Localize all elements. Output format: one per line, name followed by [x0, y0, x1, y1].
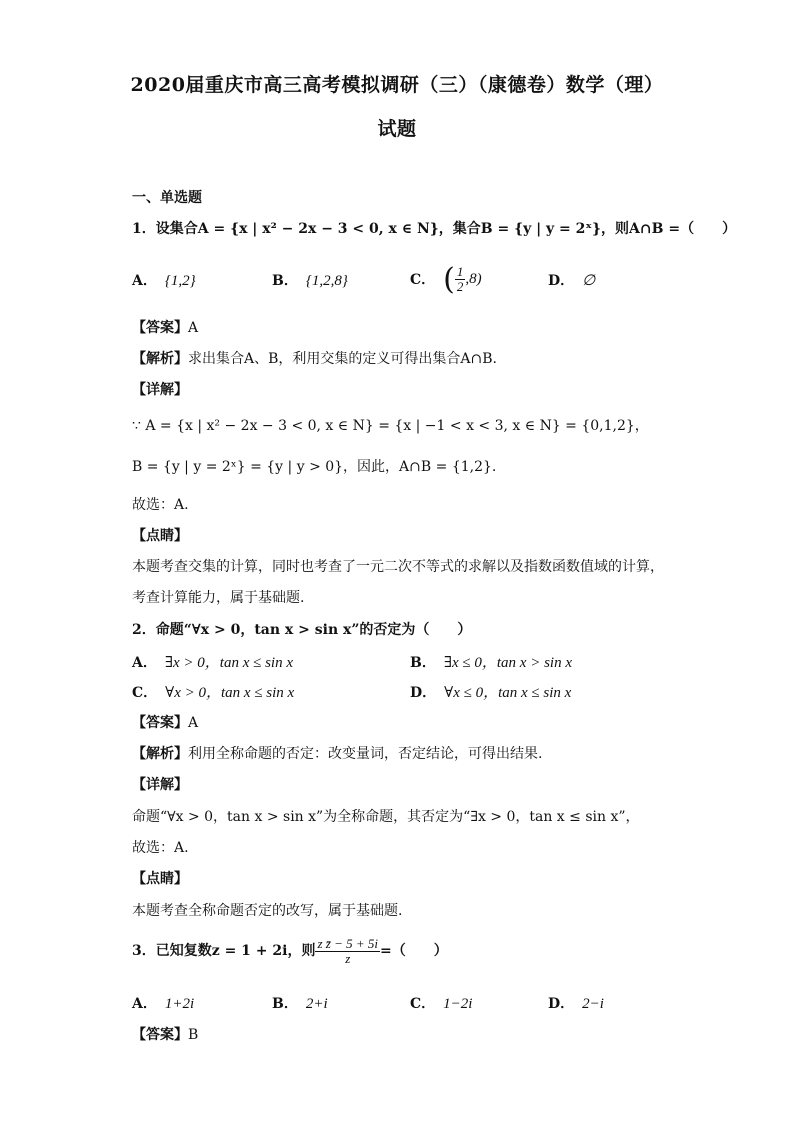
q1-detail-tag: 【详解】 [132, 382, 188, 398]
q1-detail-line1: ∵ A = {x | x² − 2x − 3 < 0, x ∈ N} = {x | −1 < x < 3, x ∈ N} = {0,1,2}， [132, 418, 649, 434]
q1-option-b-text: {1,2,8} [305, 273, 348, 289]
q1-stem: 1．设集合A = {x | x² − 2x − 3 < 0, x ∈ N}，集合B = {y | y = 2ˣ}，则A∩B =（ ） [132, 221, 737, 237]
option-label: C． [132, 685, 158, 701]
q1-option-c-right: ,8) [465, 271, 482, 287]
q1-option-d-text: ∅ [582, 273, 596, 289]
q3-option-d [548, 993, 604, 1013]
q1-answer [132, 317, 198, 337]
q3-stem-pre: 3．已知复数z = 1 + 2i，则 [132, 943, 316, 960]
q2-option-d-text: ∀x ≤ 0，tan x ≤ sin x [444, 685, 572, 701]
doc-title-line2: 试题 [377, 118, 417, 140]
q3-fraction [315, 937, 380, 965]
q2-option-a [132, 651, 293, 672]
q1-option-c-fraction [455, 265, 466, 293]
option-label: D． [548, 996, 575, 1012]
analysis-tag: 【解析】 [132, 351, 188, 367]
q2-comment-tag: 【点睛】 [132, 871, 188, 887]
q2-detail-tag: 【详解】 [132, 777, 188, 793]
option-label: B． [410, 655, 436, 671]
section-heading: 一、单选题 [132, 190, 202, 206]
q2-option-c-text: ∀x > 0，tan x ≤ sin x [165, 685, 295, 701]
q3-option-a [132, 993, 194, 1013]
q3-stem [132, 937, 448, 965]
q2-comment-line1: 本题考查全称命题否定的改写，属于基础题. [132, 903, 403, 919]
q3-answer-value: B [188, 1027, 199, 1043]
q1-comment-line1: 本题考查交集的计算，同时也考查了一元二次不等式的求解以及指数函数值域的计算， [132, 559, 664, 575]
q3-option-b-text: 2+i [305, 996, 328, 1012]
analysis-tag: 【解析】 [132, 746, 188, 762]
q2-choose: 故选：A. [132, 840, 189, 856]
q3-stem-post: =（ ） [379, 943, 448, 960]
q1-option-c-den: 2 [456, 279, 464, 294]
q1-option-c [410, 262, 482, 297]
q3-option-a-text: 1+2i [164, 996, 195, 1012]
q1-detail-line2: B = {y | y = 2ˣ} = {y | y > 0}，因此，A∩B = {1,2}. [132, 459, 497, 475]
q2-analysis [132, 743, 542, 763]
q1-analysis [132, 348, 497, 368]
q2-answer-value: A [188, 715, 199, 731]
q2-detail-line1: 命题“∀x > 0，tan x > sin x”为全称命题，其否定为“∃x > 0，tan x ≤ sin x”， [132, 809, 640, 825]
q1-option-a-text: {1,2} [164, 273, 196, 289]
q1-option-d [548, 270, 595, 290]
q1-comment-tag: 【点睛】 [132, 528, 188, 544]
answer-tag: 【答案】 [132, 320, 188, 336]
q3-fraction-num: z z̄ − 5 + 5i [317, 936, 378, 951]
q3-option-d-text: 2−i [582, 996, 604, 1012]
q1-option-c-num: 1 [456, 264, 464, 280]
q1-option-a [132, 270, 196, 290]
doc-title-line1: 2020届重庆市高三高考模拟调研（三）（康德卷）数学（理） [130, 74, 664, 96]
q2-analysis-text: 利用全称命题的否定：改变量词，否定结论，可得出结果. [188, 746, 543, 762]
option-label: A． [132, 996, 157, 1012]
q2-option-c [132, 681, 294, 702]
q2-option-b [410, 651, 572, 672]
q2-option-d [410, 681, 571, 702]
q2-option-a-text: ∃x > 0，tan x ≤ sin x [164, 655, 294, 671]
q3-fraction-den: z [345, 950, 351, 966]
option-label: D． [548, 273, 575, 289]
option-label: D． [410, 685, 437, 701]
q1-option-c-left: ( [443, 262, 455, 297]
q1-analysis-text: 求出集合A、B，利用交集的定义可得出集合A∩B. [188, 351, 497, 367]
q1-option-b [272, 270, 348, 290]
answer-tag: 【答案】 [132, 715, 188, 731]
q2-answer [132, 712, 198, 732]
q1-choose: 故选：A. [132, 497, 189, 513]
option-label: C． [410, 271, 436, 288]
q3-answer [132, 1024, 198, 1044]
q3-option-c-text: 1−2i [443, 996, 473, 1012]
option-label: A． [132, 273, 157, 289]
q1-comment-line2: 考查计算能力，属于基础题. [132, 590, 305, 606]
option-label: B． [272, 996, 298, 1012]
q2-stem: 2．命题“∀x > 0，tan x > sin x”的否定为（ ） [132, 622, 472, 638]
q1-answer-value: A [188, 320, 199, 336]
q3-option-c [410, 993, 472, 1013]
option-label: B． [272, 273, 298, 289]
answer-tag: 【答案】 [132, 1027, 188, 1043]
q3-option-b [272, 993, 328, 1013]
option-label: A． [132, 655, 157, 671]
q2-option-b-text: ∃x ≤ 0，tan x > sin x [443, 655, 572, 671]
option-label: C． [410, 996, 436, 1012]
